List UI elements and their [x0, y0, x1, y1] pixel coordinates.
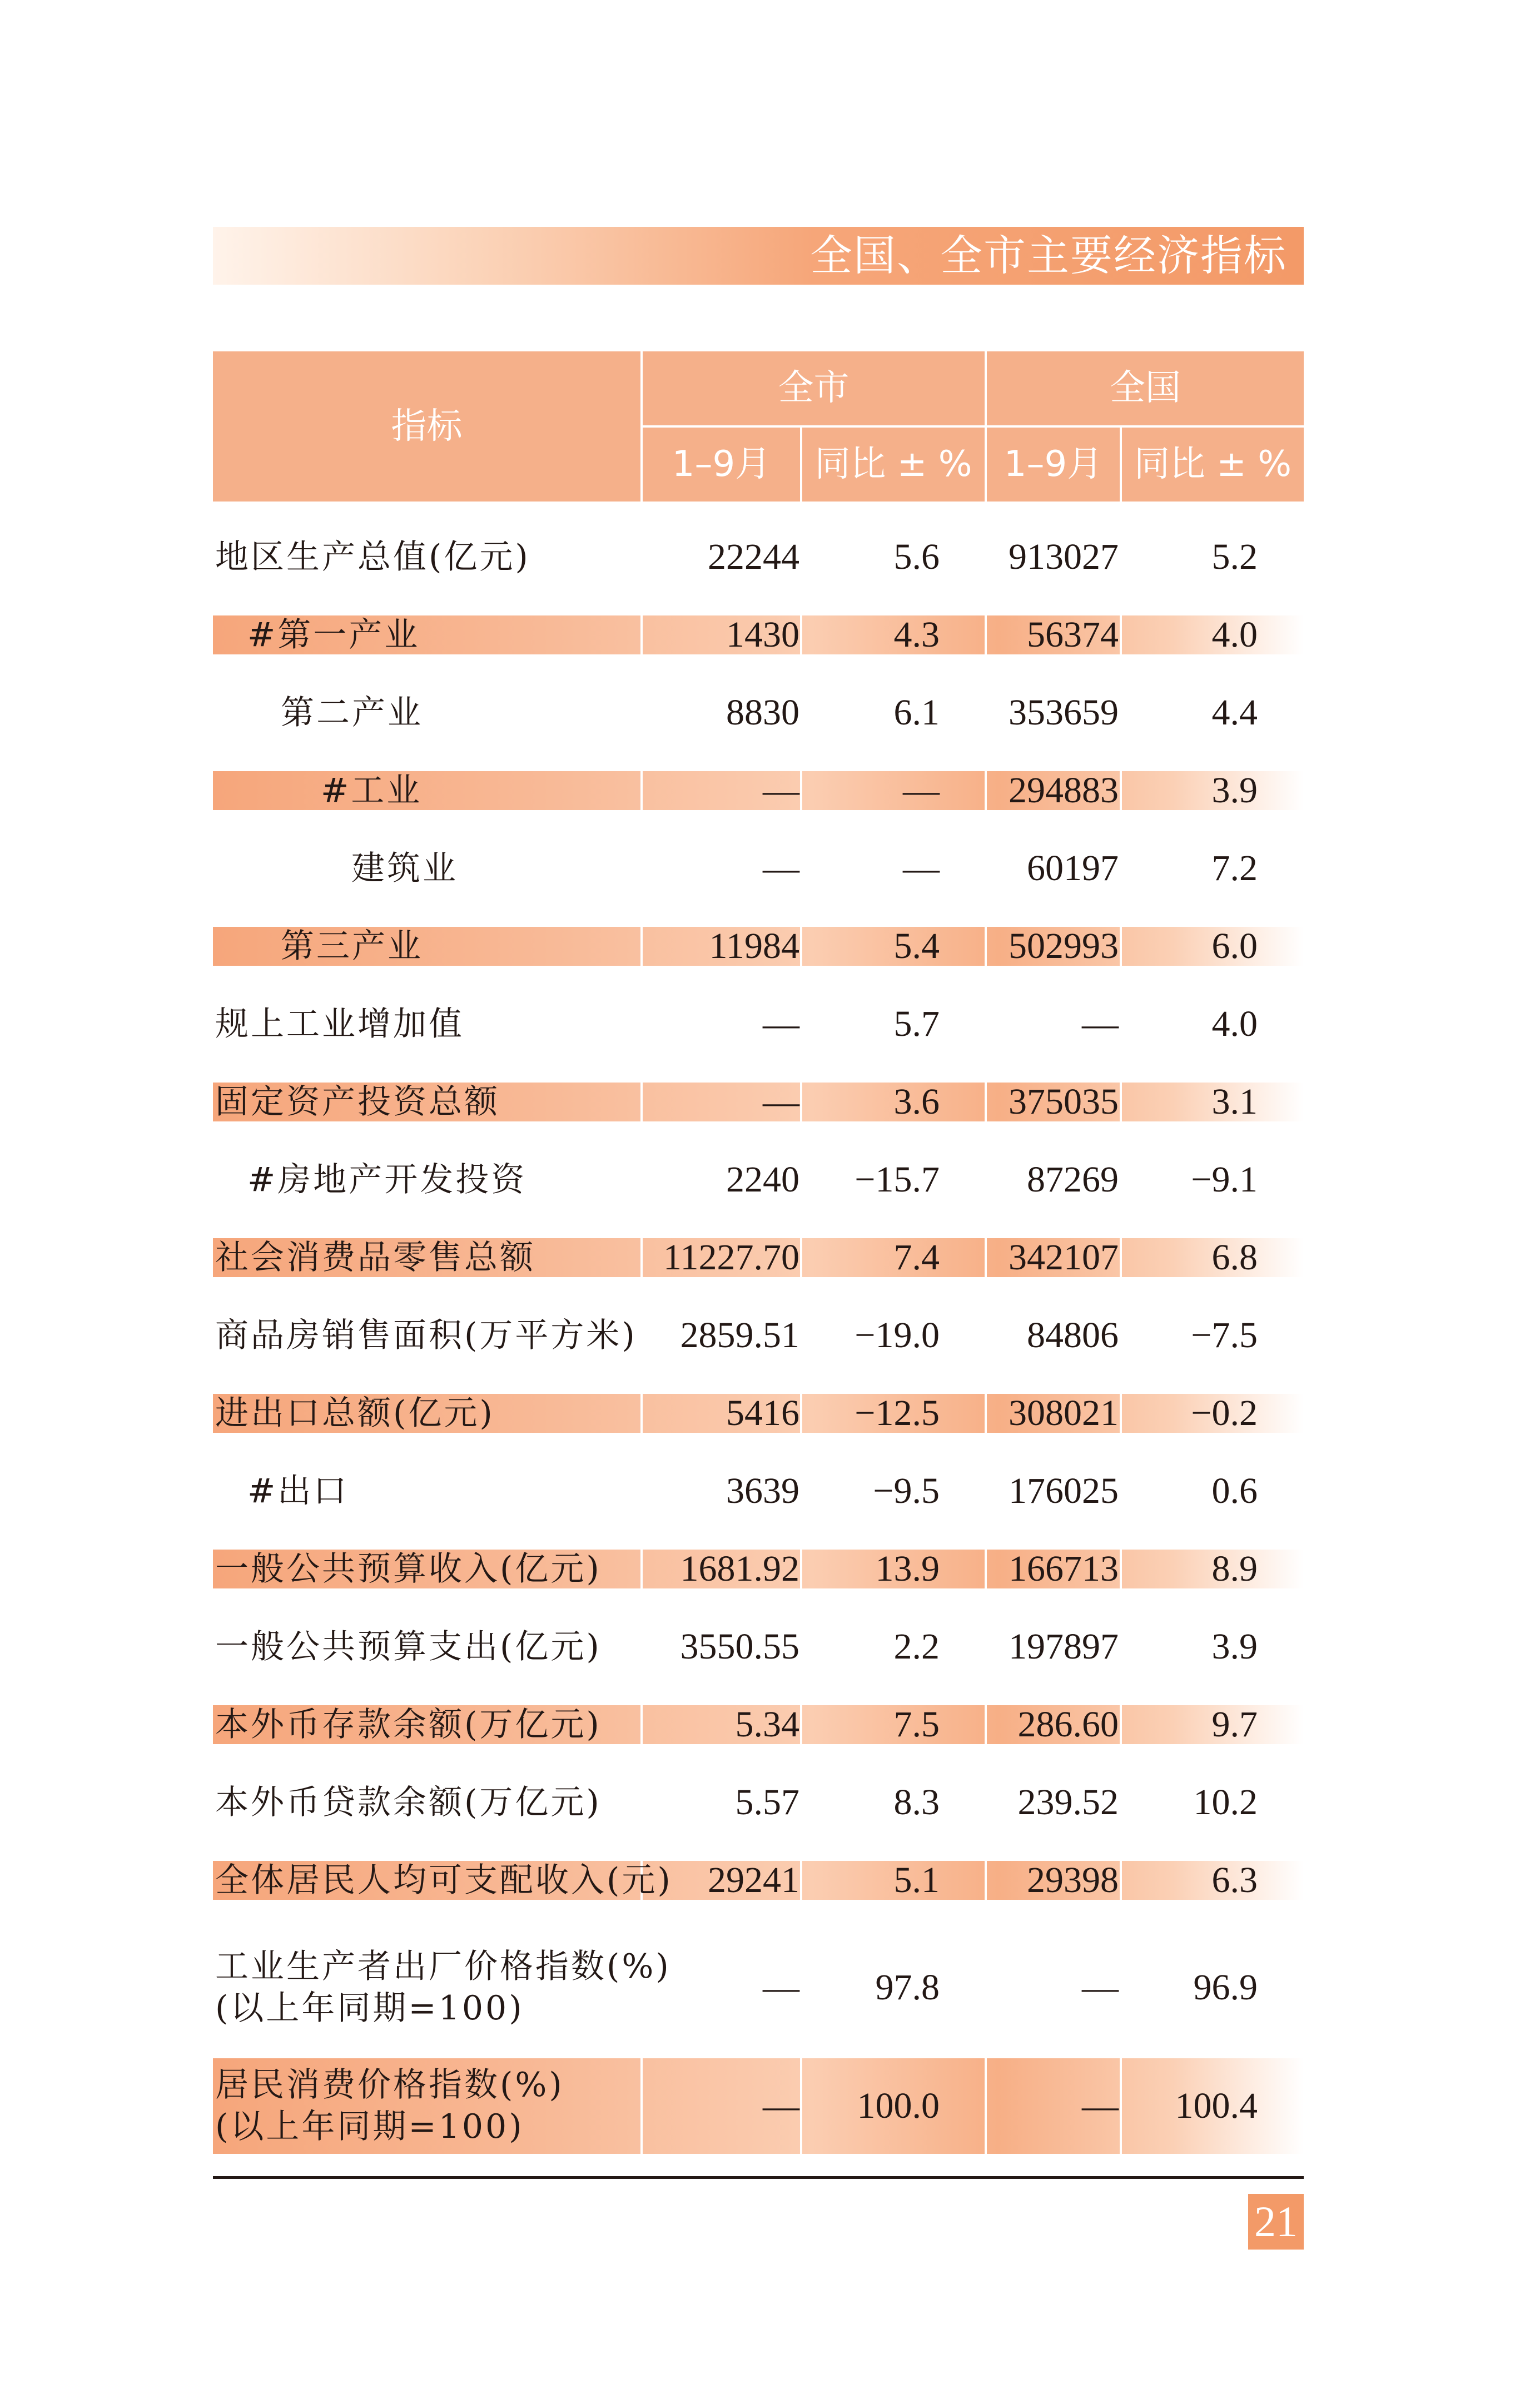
table-row — [213, 1550, 1304, 1588]
header-indicator: 指标 — [391, 406, 463, 447]
city-value-cell: — — [763, 770, 799, 811]
column-separator — [1120, 1238, 1122, 1277]
table-row — [213, 1394, 1304, 1433]
table-row — [213, 996, 1304, 1052]
city-yoy-cell: 5.7 — [893, 1004, 940, 1044]
column-separator — [800, 1083, 802, 1121]
city-value-cell: 2859.51 — [680, 1315, 799, 1356]
page-number: 21 — [1248, 2194, 1304, 2250]
row-label: 全体居民人均可支配收入(元) — [215, 1860, 673, 1900]
table-row — [213, 615, 1304, 654]
nation-value-cell: 286.60 — [1017, 1704, 1119, 1745]
column-separator — [985, 771, 987, 810]
row-label: 第二产业 — [281, 693, 423, 732]
city-value-cell: 5.34 — [735, 1704, 799, 1745]
nation-yoy-cell: 3.9 — [1211, 1626, 1258, 1667]
table-row — [213, 1463, 1304, 1519]
nation-value-cell: 84806 — [1027, 1315, 1119, 1356]
row-label: #出口 — [247, 1471, 349, 1511]
column-separator — [800, 1550, 802, 1588]
nation-yoy-cell: 3.9 — [1211, 770, 1258, 811]
nation-yoy-cell: 6.3 — [1211, 1860, 1258, 1900]
column-separator — [800, 1394, 802, 1433]
row-label: 第三产业 — [281, 926, 423, 966]
column-separator — [1120, 615, 1122, 654]
nation-value-cell: 87269 — [1027, 1159, 1119, 1200]
city-value-cell: 22244 — [708, 537, 799, 577]
city-yoy-cell: 100.0 — [857, 2086, 940, 2126]
row-label: 建筑业 — [351, 848, 458, 888]
nation-value-cell: 502993 — [1009, 926, 1119, 966]
city-value-cell: — — [763, 1004, 799, 1044]
row-label: 本外币存款余额(万亿元) — [215, 1705, 602, 1744]
column-separator — [800, 927, 802, 966]
table-row — [213, 1619, 1304, 1675]
nation-value-cell: 166713 — [1009, 1548, 1119, 1589]
nation-value-cell: 176025 — [1009, 1471, 1119, 1511]
nation-yoy-cell: 4.4 — [1211, 692, 1258, 733]
nation-value-cell: 60197 — [1027, 848, 1119, 888]
city-yoy-cell: 2.2 — [893, 1626, 940, 1667]
column-separator — [800, 2058, 802, 2154]
nation-yoy-cell: 6.8 — [1211, 1237, 1258, 1278]
city-yoy-cell: −12.5 — [855, 1393, 940, 1433]
table-row — [213, 1308, 1304, 1363]
column-separator — [1120, 927, 1122, 966]
city-value-cell: 1430 — [726, 614, 799, 655]
table-row — [213, 1775, 1304, 1830]
city-value-cell: 2240 — [726, 1159, 799, 1200]
nation-value-cell: 197897 — [1009, 1626, 1119, 1667]
city-value-cell: 1681.92 — [680, 1548, 799, 1589]
table-row — [213, 771, 1304, 810]
column-separator — [1120, 1550, 1122, 1588]
nation-yoy-cell: 8.9 — [1211, 1548, 1258, 1589]
row-label: 进出口总额(亿元) — [215, 1393, 495, 1433]
nation-yoy-cell: −7.5 — [1191, 1315, 1258, 1356]
header-nation: 全国 — [1110, 368, 1181, 409]
row-label: 固定资产投资总额 — [215, 1082, 500, 1121]
column-separator — [640, 1550, 643, 1588]
column-separator — [800, 1705, 802, 1744]
nation-yoy-cell: 4.0 — [1211, 1004, 1258, 1044]
row-label: 地区生产总值(亿元) — [215, 537, 530, 577]
table-row — [213, 1930, 1304, 2045]
table-row — [213, 1152, 1304, 1208]
table-row — [213, 1238, 1304, 1277]
city-yoy-cell: 97.8 — [875, 1967, 940, 2008]
column-separator — [640, 1705, 643, 1744]
column-separator — [640, 1394, 643, 1433]
city-yoy-cell: 5.4 — [893, 926, 940, 966]
city-yoy-cell: 5.6 — [893, 537, 940, 577]
row-label: 一般公共预算收入(亿元) — [215, 1549, 602, 1588]
table-row — [213, 2058, 1304, 2154]
nation-yoy-cell: 3.1 — [1211, 1081, 1258, 1122]
nation-yoy-cell: −0.2 — [1191, 1393, 1258, 1433]
row-label: 工业生产者出厂价格指数(%) (以上年同期=100) — [215, 1947, 671, 2028]
nation-yoy-cell: −9.1 — [1191, 1159, 1258, 1200]
row-label: #工业 — [321, 771, 423, 810]
nation-value-cell: 375035 — [1009, 1081, 1119, 1122]
city-yoy-cell: 4.3 — [893, 614, 940, 655]
row-label: #第一产业 — [247, 615, 420, 654]
column-separator — [800, 1861, 802, 1900]
nation-value-cell: 294883 — [1009, 770, 1119, 811]
nation-value-cell: 308021 — [1009, 1393, 1119, 1433]
nation-value-cell: 342107 — [1009, 1237, 1119, 1278]
city-value-cell: — — [763, 2086, 799, 2126]
table-row — [213, 1083, 1304, 1121]
nation-value-cell: 29398 — [1027, 1860, 1119, 1900]
nation-value-cell: 913027 — [1009, 537, 1119, 577]
column-separator — [985, 1861, 987, 1900]
city-yoy-cell: — — [903, 770, 940, 811]
nation-value-cell: 353659 — [1009, 692, 1119, 733]
table-row — [213, 685, 1304, 741]
header-city-period: 1–9月 — [672, 444, 771, 485]
table-row — [213, 927, 1304, 966]
column-separator — [985, 1238, 987, 1277]
nation-value-cell: — — [1082, 1004, 1119, 1044]
city-yoy-cell: 5.1 — [893, 1860, 940, 1900]
column-separator — [1120, 1705, 1122, 1744]
city-value-cell: 5.57 — [735, 1782, 799, 1823]
header-nation-yoy: 同比 ± % — [1134, 444, 1292, 485]
city-value-cell: 3639 — [726, 1471, 799, 1511]
column-separator — [1120, 771, 1122, 810]
column-separator — [985, 1705, 987, 1744]
nation-value-cell: 56374 — [1027, 614, 1119, 655]
column-separator — [640, 927, 643, 966]
row-label: 本外币贷款余额(万亿元) — [215, 1783, 602, 1822]
nation-value-cell: — — [1082, 2086, 1119, 2126]
table-row — [213, 1861, 1304, 1900]
page-title: 全国、全市主要经济指标 — [810, 231, 1287, 280]
row-label: 居民消费价格指数(%) (以上年同期=100) — [215, 2066, 564, 2146]
nation-yoy-cell: 7.2 — [1211, 848, 1258, 888]
city-yoy-cell: 8.3 — [893, 1782, 940, 1823]
city-value-cell: 3550.55 — [680, 1626, 799, 1667]
column-separator — [985, 1550, 987, 1588]
column-separator — [640, 771, 643, 810]
city-yoy-cell: — — [903, 848, 940, 888]
nation-value-cell: — — [1082, 1967, 1119, 2008]
bottom-rule — [213, 2176, 1304, 2179]
city-yoy-cell: −9.5 — [873, 1471, 940, 1511]
table-row — [213, 841, 1304, 896]
column-separator — [1120, 2058, 1122, 2154]
row-label: #房地产开发投资 — [247, 1160, 527, 1199]
nation-yoy-cell: 5.2 — [1211, 537, 1258, 577]
nation-yoy-cell: 96.9 — [1193, 1967, 1258, 2008]
nation-yoy-cell: 9.7 — [1211, 1704, 1258, 1745]
column-separator — [985, 927, 987, 966]
row-label: 一般公共预算支出(亿元) — [215, 1627, 602, 1666]
column-separator — [800, 615, 802, 654]
column-separator — [985, 2058, 987, 2154]
nation-yoy-cell: 0.6 — [1211, 1471, 1258, 1511]
column-separator — [640, 1238, 643, 1277]
column-separator — [985, 1394, 987, 1433]
column-separator — [640, 615, 643, 654]
column-separator — [800, 1238, 802, 1277]
city-yoy-cell: 6.1 — [893, 692, 940, 733]
header-nation-period: 1–9月 — [1004, 444, 1103, 485]
column-separator — [1120, 1083, 1122, 1121]
city-yoy-cell: −19.0 — [855, 1315, 940, 1356]
row-label: 商品房销售面积(万平方米) — [215, 1315, 637, 1355]
table-row — [213, 529, 1304, 585]
city-value-cell: — — [763, 1081, 799, 1122]
column-separator — [640, 1083, 643, 1121]
header-city: 全市 — [778, 368, 850, 409]
row-label: 社会消费品零售总额 — [215, 1238, 535, 1277]
city-value-cell: 8830 — [726, 692, 799, 733]
city-value-cell: — — [763, 848, 799, 888]
column-separator — [640, 2058, 643, 2154]
city-value-cell: 11227.70 — [663, 1237, 799, 1278]
city-value-cell: 5416 — [726, 1393, 799, 1433]
column-separator — [985, 615, 987, 654]
city-value-cell: 11984 — [709, 926, 799, 966]
column-separator — [985, 1083, 987, 1121]
city-value-cell: 29241 — [708, 1860, 799, 1900]
header-city-yoy: 同比 ± % — [814, 444, 972, 485]
table-row — [213, 1705, 1304, 1744]
row-label: 规上工业增加值 — [215, 1004, 464, 1044]
column-separator — [1120, 1394, 1122, 1433]
nation-value-cell: 239.52 — [1017, 1782, 1119, 1823]
city-yoy-cell: −15.7 — [855, 1159, 940, 1200]
city-yoy-cell: 7.4 — [893, 1237, 940, 1278]
column-separator — [1120, 1861, 1122, 1900]
city-yoy-cell: 13.9 — [875, 1548, 940, 1589]
nation-yoy-cell: 4.0 — [1211, 614, 1258, 655]
nation-yoy-cell: 10.2 — [1193, 1782, 1258, 1823]
city-value-cell: — — [763, 1967, 799, 2008]
column-separator — [800, 771, 802, 810]
title-bar — [213, 227, 1304, 285]
nation-yoy-cell: 100.4 — [1175, 2086, 1258, 2126]
city-yoy-cell: 7.5 — [893, 1704, 940, 1745]
city-yoy-cell: 3.6 — [893, 1081, 940, 1122]
nation-yoy-cell: 6.0 — [1211, 926, 1258, 966]
